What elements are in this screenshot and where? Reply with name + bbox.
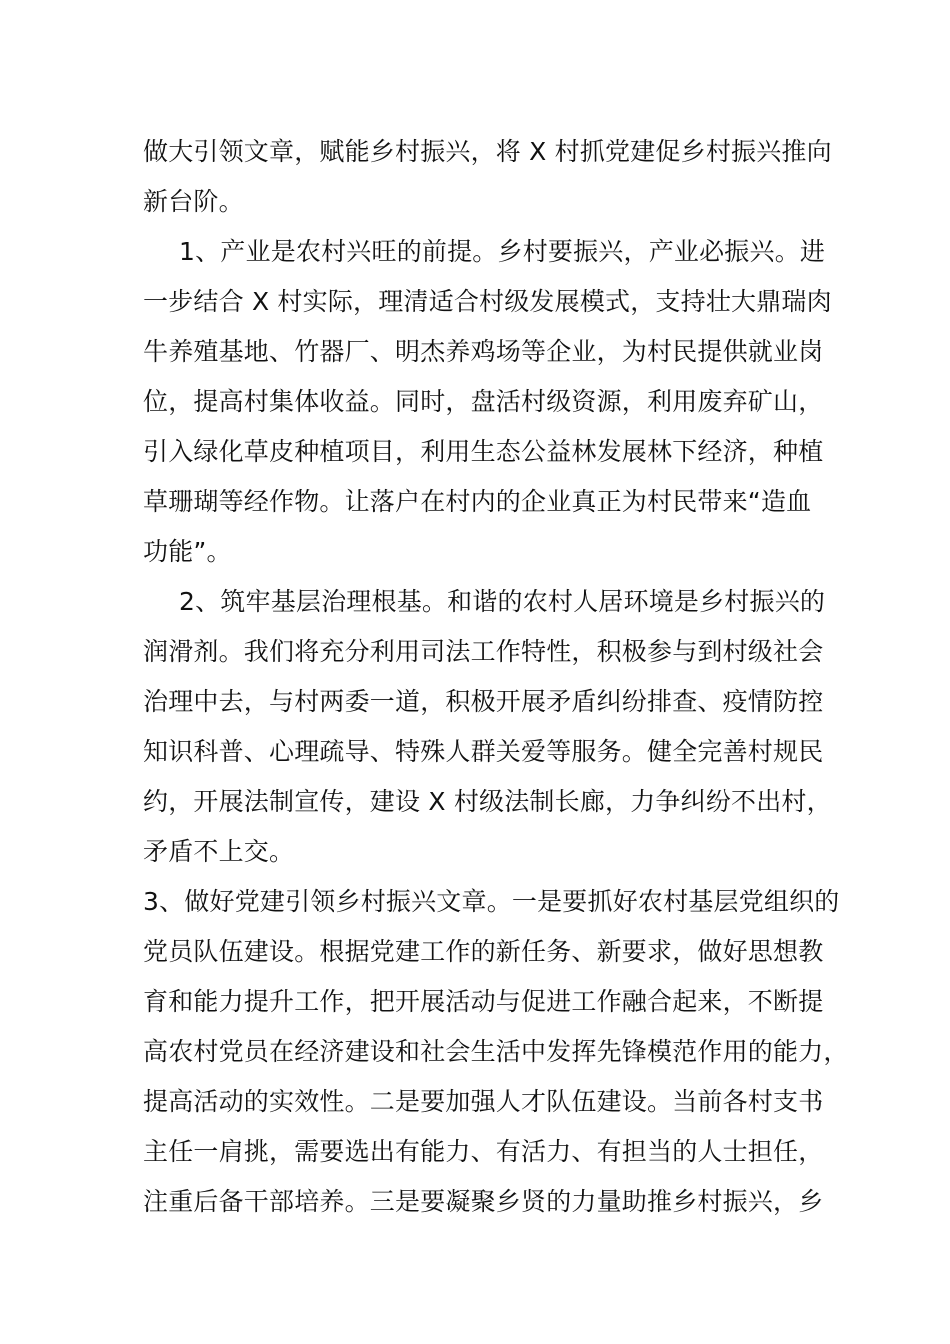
text-line: 党员队伍建设。根据党建工作的新任务、新要求，做好思想教 [143, 937, 824, 966]
body-text [143, 127, 849, 1227]
text-line: 位，提高村集体收益。同时，盘活村级资源，利用废弃矿山， [143, 387, 824, 416]
text-line: 引入绿化草皮种植项目，利用生态公益林发展林下经济，种植 [143, 437, 824, 466]
text-line: 做大引领文章，赋能乡村振兴，将 X 村抓党建促乡村振兴推向 [143, 137, 832, 166]
text-line: 注重后备干部培养。三是要凝聚乡贤的力量助推乡村振兴，乡 [143, 1187, 824, 1216]
text-line: 牛养殖基地、竹器厂、明杰养鸡场等企业，为村民提供就业岗 [143, 337, 824, 366]
text-line: 知识科普、心理疏导、特殊人群关爱等服务。健全完善村规民 [143, 737, 824, 766]
text-line: 草珊瑚等经作物。让落户在村内的企业真正为村民带来“造血 [143, 487, 812, 516]
text-line: 主任一肩挑，需要选出有能力、有活力、有担当的人士担任， [143, 1137, 824, 1166]
text-line: 一步结合 X 村实际，理清适合村级发展模式，支持壮大鼎瑞肉 [143, 287, 832, 316]
text-line: 3、做好党建引领乡村振兴文章。一是要抓好农村基层党组织的 [143, 887, 840, 916]
text-line: 提高活动的实效性。二是要加强人才队伍建设。当前各村支书 [143, 1087, 824, 1116]
text-line: 矛盾不上交。 [143, 837, 295, 866]
text-line: 育和能力提升工作，把开展活动与促进工作融合起来，不断提 [143, 987, 824, 1016]
text-line: 治理中去，与村两委一道，积极开展矛盾纠纷排查、疫情防控 [143, 687, 824, 716]
text-line: 高农村党员在经济建设和社会生活中发挥先锋模范作用的能力， [143, 1037, 849, 1066]
text-line: 约，开展法制宣传，建设 X 村级法制长廊，力争纠纷不出村， [143, 787, 832, 816]
text-line: 1、产业是农村兴旺的前提。乡村要振兴，产业必振兴。进 [179, 237, 826, 266]
text-line: 功能”。 [143, 537, 232, 566]
text-line: 新台阶。 [143, 187, 244, 216]
text-line: 润滑剂。我们将充分利用司法工作特性，积极参与到村级社会 [143, 637, 824, 666]
text-line: 2、筑牢基层治理根基。和谐的农村人居环境是乡村振兴的 [179, 587, 826, 616]
